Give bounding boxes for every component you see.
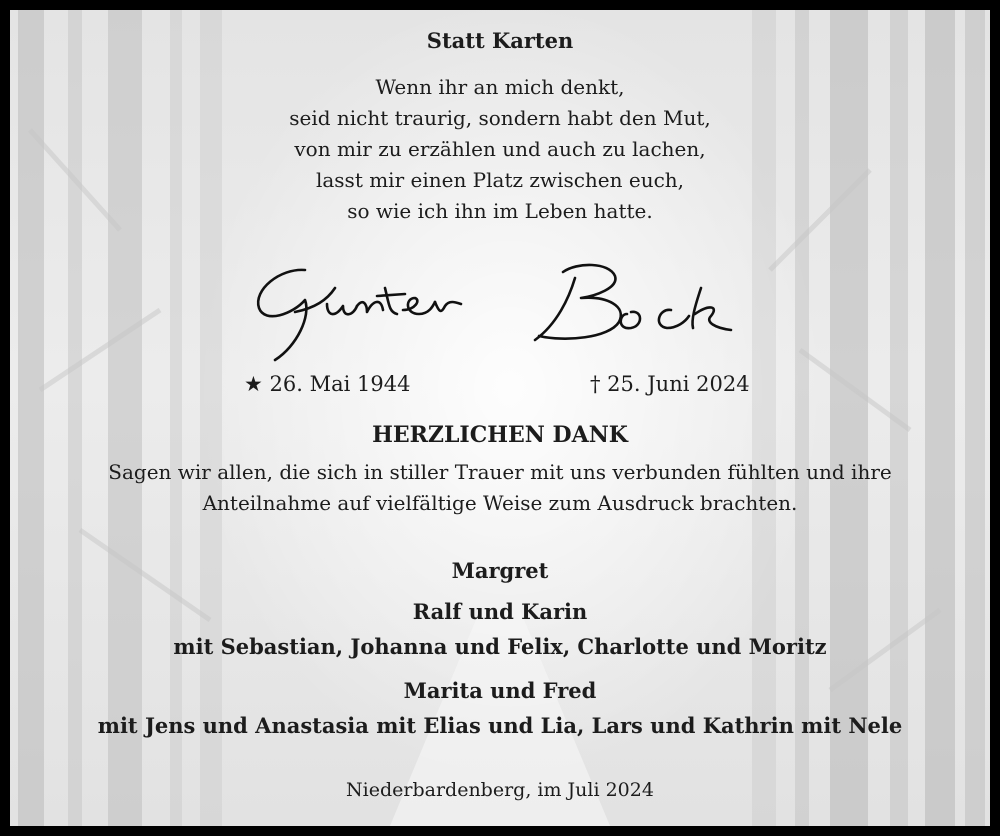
- poem-line: von mir zu erzählen und auch zu lachen,: [294, 137, 706, 161]
- place-date: Niederbardenberg, im Juli 2024: [346, 779, 654, 801]
- poem-line: Wenn ihr an mich denkt,: [375, 75, 625, 99]
- name-signature: [235, 248, 775, 368]
- family-member: mit Jens und Anastasia mit Elias und Lia, Lars und Kathrin mit Nele: [97, 713, 903, 738]
- thanks-text: [10, 457, 990, 519]
- family-member: Marita und Fred: [403, 678, 597, 703]
- poem: [10, 72, 990, 227]
- family-member: Ralf und Karin: [412, 599, 588, 624]
- poem-line: so wie ich ihn im Leben hatte.: [347, 199, 653, 223]
- notice-content: [10, 10, 990, 826]
- thanks-line: Anteilnahme auf vielfältige Weise zum Ausdruck brachten.: [202, 491, 798, 515]
- poem-line: seid nicht traurig, sondern habt den Mut,: [289, 106, 711, 130]
- family-member: mit Sebastian, Johanna und Felix, Charlotte und Moritz: [173, 634, 827, 659]
- thanks-line: Sagen wir allen, die sich in stiller Trauer mit uns verbunden fühlten und ihre: [108, 460, 892, 484]
- notice-header: Statt Karten: [426, 28, 574, 53]
- family-member: Margret: [451, 558, 549, 583]
- death-date: † 25. Juni 2024: [590, 372, 750, 396]
- birth-date: ★ 26. Mai 1944: [244, 372, 411, 396]
- notice-panel: [10, 10, 990, 826]
- poem-line: lasst mir einen Platz zwischen euch,: [315, 168, 685, 192]
- thanks-title: HERZLICHEN DANK: [372, 422, 628, 448]
